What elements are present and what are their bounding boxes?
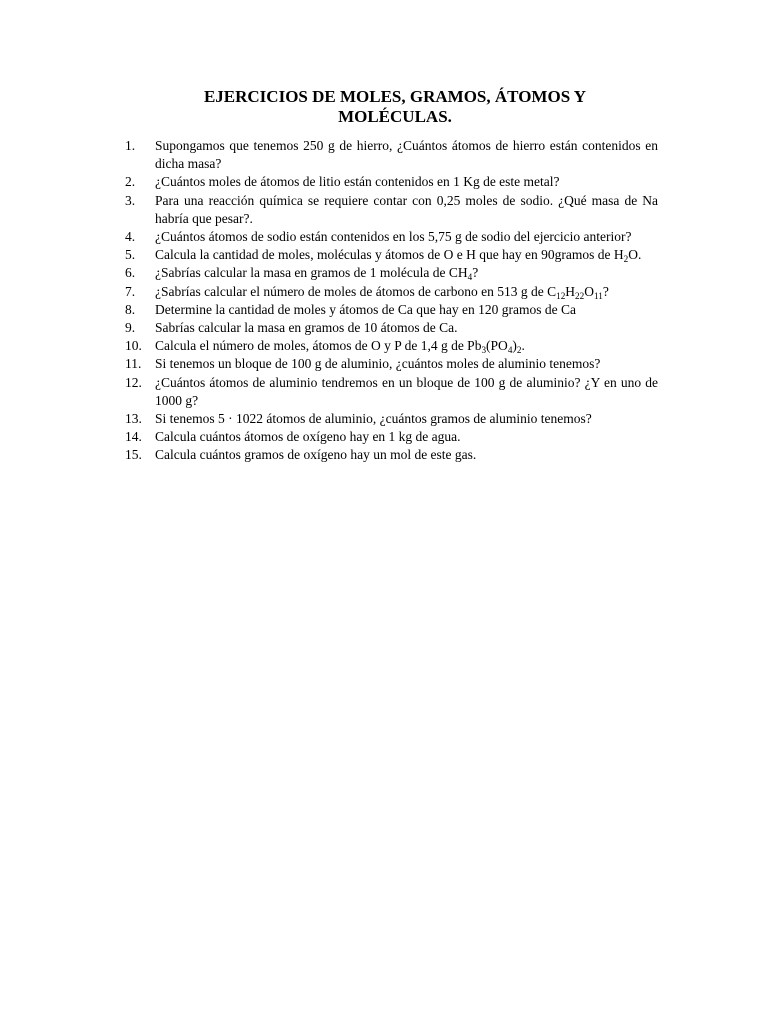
- exercise-text: Determine la cantidad de moles y átomos de Ca que hay en 120 gramos de Ca: [155, 301, 576, 317]
- exercise-text: [155, 264, 658, 282]
- formula-part: (PO: [486, 338, 508, 354]
- formula-part: H: [565, 283, 576, 299]
- exercise-text: [155, 337, 658, 355]
- exercise-text: Calcula cuántos gramos de oxígeno hay un mol de este gas.: [155, 447, 477, 463]
- exercise-item-10: [125, 337, 658, 355]
- exercise-text-part: ¿Sabrías calcular la masa en gramos de 1 molécula de CH: [155, 265, 468, 281]
- exercise-text: Calcula cuántos átomos de oxígeno hay en 1 kg de agua.: [155, 429, 461, 445]
- exercise-text: ¿Cuántos átomos de aluminio tendremos en un bloque de 100 g de aluminio? ¿Y en uno de 1000 g?: [155, 374, 658, 408]
- document-title: [170, 87, 620, 127]
- exercise-number: 15.: [125, 447, 142, 463]
- exercise-number: 5.: [125, 247, 136, 263]
- exercise-item-5: [125, 246, 658, 264]
- exercise-text: [155, 283, 658, 301]
- exercise-number: 11.: [125, 356, 142, 372]
- exercise-number: 7.: [125, 283, 136, 299]
- exercise-item-15: [125, 446, 658, 464]
- exercise-item-8: [125, 301, 658, 319]
- exercise-number: 8.: [125, 301, 136, 317]
- exercise-item-2: [125, 173, 658, 191]
- formula-part: ): [512, 338, 517, 354]
- formula-subscript: 2: [623, 253, 629, 264]
- exercise-number: 6.: [125, 265, 136, 281]
- exercise-text-part: Calcula el número de moles, átomos de O y P de 1,4 g de Pb: [155, 338, 482, 354]
- formula-subscript: 4: [467, 272, 473, 283]
- exercise-number: 4.: [125, 229, 136, 245]
- exercise-list: [125, 137, 658, 465]
- formula-subscript: 3: [481, 344, 487, 355]
- exercise-text: Si tenemos un bloque de 100 g de aluminio, ¿cuántos moles de aluminio tenemos?: [155, 356, 601, 372]
- formula-part: O: [584, 283, 594, 299]
- exercise-text-part: ¿Sabrías calcular el número de moles de átomos de carbono en 513 g de C: [155, 283, 557, 299]
- exercise-item-11: [125, 355, 658, 373]
- exercise-item-14: [125, 428, 658, 446]
- exercise-number: 12.: [125, 374, 142, 390]
- exercise-item-13: [125, 410, 658, 428]
- exercise-text-part: O.: [628, 247, 642, 263]
- exercise-text: Sabrías calcular la masa en gramos de 10 átomos de Ca.: [155, 320, 458, 336]
- exercise-text-part: ?: [472, 265, 479, 281]
- exercise-text: [155, 246, 658, 264]
- exercise-number: 2.: [125, 174, 136, 190]
- exercise-number: 1.: [125, 138, 136, 153]
- exercise-text-part: ?: [602, 283, 609, 299]
- exercise-text: Supongamos que tenemos 250 g de hierro, ¿Cuántos átomos de hierro están contenidos en dicha masa?: [155, 138, 658, 172]
- exercise-item-4: [125, 228, 658, 246]
- formula-subscript: 22: [575, 290, 585, 301]
- formula-subscript: 2: [516, 344, 522, 355]
- exercise-item-7: [125, 283, 658, 301]
- formula-subscript: 4: [507, 344, 513, 355]
- exercise-number: 3.: [125, 192, 136, 208]
- exercise-item-12: [125, 374, 658, 410]
- exercise-text-part: Calcula la cantidad de moles, moléculas y átomos de O e H que hay en 90gramos de H: [155, 247, 624, 263]
- exercise-number: 9.: [125, 320, 136, 336]
- exercise-text-part: .: [521, 338, 525, 354]
- exercise-item-6: [125, 264, 658, 282]
- formula-subscript: 12: [556, 290, 566, 301]
- exercise-number: 13.: [125, 411, 142, 427]
- title-line-2: MOLÉCULAS.: [338, 107, 452, 126]
- exercise-text: ¿Cuántos átomos de sodio están contenidos en los 5,75 g de sodio del ejercicio anterior?: [155, 229, 632, 245]
- exercise-item-9: [125, 319, 658, 337]
- exercise-text: ¿Cuántos moles de átomos de litio están contenidos en 1 Kg de este metal?: [155, 174, 560, 190]
- exercise-text: Si tenemos 5 · 1022 átomos de aluminio, ¿cuántos gramos de aluminio tenemos?: [155, 411, 592, 427]
- exercise-number: 10.: [125, 338, 142, 354]
- exercise-number: 14.: [125, 429, 142, 445]
- title-line-1: EJERCICIOS DE MOLES, GRAMOS, ÁTOMOS Y: [203, 87, 587, 106]
- exercise-text: Para una reacción química se requiere contar con 0,25 moles de sodio. ¿Qué masa de Na habría que pesar?.: [155, 192, 658, 226]
- exercise-item-1: [125, 137, 658, 173]
- formula-subscript: 11: [593, 290, 603, 301]
- exercise-item-3: [125, 192, 658, 228]
